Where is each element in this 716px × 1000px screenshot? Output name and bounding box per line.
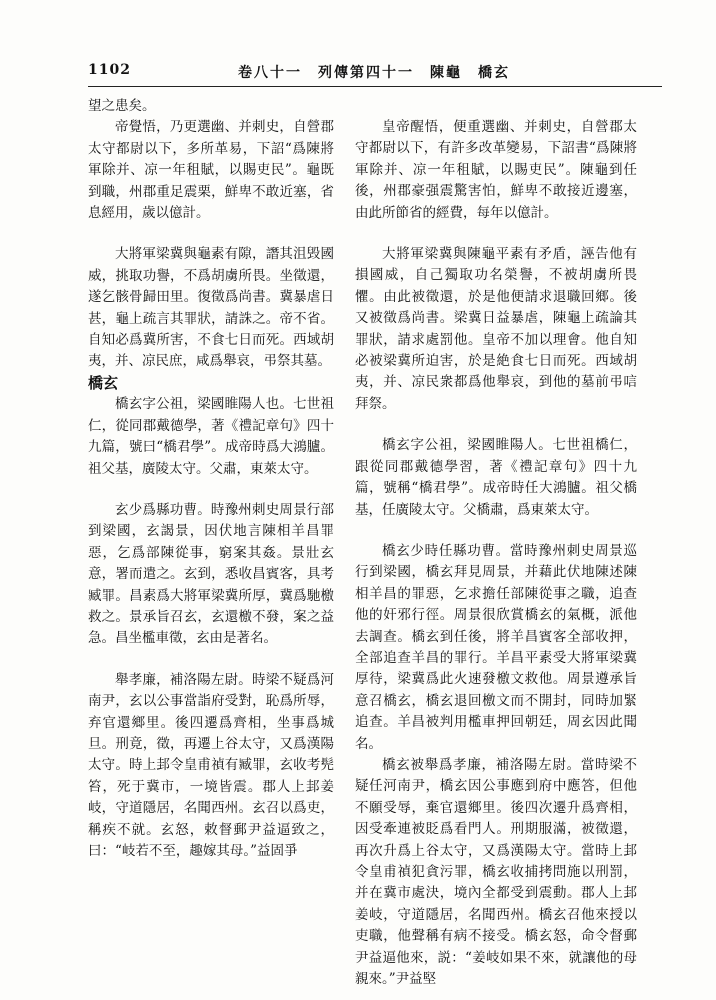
page-header [88,62,658,84]
paragraph: 橋玄被舉爲孝廉，補洛陽左尉。當時梁不疑任河南尹，橋玄因公事應到府中應答，但他不願受辱，棄官還鄉里。後四次遷升爲齊相，因受牽連被貶爲看門人。刑期服滿，被徵還，再次升爲上谷太守，又爲漢陽太守。當時上邽令皇甫禎犯貪污罪，橋玄收捕拷問施以刑罰，并在冀市處決，境內全都受到震動。郡人上邽姜岐，守道隱居，名聞西州。橋玄召他來授以吏職，他聲稱有病不接受。橋玄怒，命令督郵尹益逼他來，説：“姜岐如果不來，就讓他的母親來。”尹益堅 [355,756,637,988]
paragraph: 橋玄字公祖，梁國睢陽人。七世祖橋仁，跟從同郡戴德學習，著《禮記章句》四十九篇，號稱“橋君學”。成帝時任大鴻臚。祖父橋基，任廣陵太守。父橋肅，爲東萊太守。 [355,437,637,518]
paragraph: 皇帝醒悟，便重選幽、并刺史，自營郡太守都尉以下，有許多改革變易，下詔書“爲陳將軍除并、凉一年租賦，以賜吏民”。陳龜到任後，州郡豪强震驚害怕，鮮卑不敢接近邊塞，由此所節省的經費，每年以億計。 [355,119,637,221]
paragraph: 帝覺悟，乃更選幽、并刺史，自營郡太守都尉以下，多所革易，下詔“爲陳將軍除并、凉一年租賦，以賜吏民”。龜既到職，州郡重足震栗，鮮卑不敢近塞，省息經用，歲以億計。 [88,119,334,222]
paragraph: 玄少爲縣功曹。時豫州刺史周景行部到梁國，玄謁景，因伏地言陳相羊昌罪惡，乞爲部陳從事，窮案其姦。景壯玄意，署而遣之。玄到，悉收昌賓客，具考臧罪。昌素爲大將軍梁冀所厚，冀爲馳檄救之。景承旨召玄，玄還檄不發，案之益急。昌坐檻車徵，玄由是著名。 [88,501,334,647]
paragraph: 大將軍梁冀與龜素有隙，譖其沮毁國威，挑取功譽，不爲胡虜所畏。坐徵還，遂乞骸骨歸田里。復徵爲尚書。冀暴虐日甚，龜上疏言其罪狀，請誅之。帝不省。自知必爲冀所害，不食七日而死。西域胡夷，并、凉民庶，咸爲舉哀，弔祭其墓。 [88,246,334,370]
translation-column [355,96,637,990]
classical-text-column [88,96,334,862]
page-number: 1102 [88,62,131,78]
paragraph: 舉孝廉，補洛陽左尉。時梁不疑爲河南尹，玄以公事當詣府受對，恥爲所辱，弃官還鄉里。後四遷爲齊相，坐事爲城旦。刑竟，徵，再遷上谷太守，又爲漢陽太守。時上邽令皇甫禎有臧罪，玄收考髡笞，死于冀市，一境皆震。郡人上邽姜岐，守道隱居，名聞西州。玄召以爲吏，稱疾不就。玄怒，敕督郵尹益逼致之，曰：“岐若不至，趣嫁其母。”益固爭 [88,671,334,859]
header-rule [88,86,662,87]
section-title: 橋玄 [88,373,119,392]
running-title: 卷八十一 列傳第四十一 陳龜 橋玄 [238,65,510,81]
paragraph: 大將軍梁冀與陳龜平素有矛盾，誣告他有損國威，自己獨取功名榮譽，不被胡虜所畏懼。由此被徵還，於是他便請求退職回鄉。後又被徵爲尚書。梁冀日益暴虐，陳龜上疏論其罪狀，請求處罰他。皇帝不加以理會。他自知必被梁冀所迫害，於是絶食七日而死。西域胡夷，并、凉民衆都爲他舉哀，到他的墓前弔唁拜祭。 [355,246,637,412]
paragraph: 橋玄字公祖，梁國睢陽人也。七世祖仁，從同郡戴德學，著《禮記章句》四十九篇，號曰“橋君學”。成帝時爲大鴻臚。祖父基，廣陵太守。父肅，東萊太守。 [88,396,334,477]
paragraph: 橋玄少時任縣功曹。當時豫州刺史周景巡行到梁國，橋玄拜見周景，并藉此伏地陳述陳相羊昌的罪惡，乞求擔任部陳從事之職，追查他的奸邪行徑。周景很欣賞橋玄的氣概，派他去調查。橋玄到任後，將羊昌賓客全部收押，全部追查羊昌的罪行。羊昌平素受大將軍梁冀厚待，梁冀爲此火速發檄文救他。周景遵承旨意召橋玄，橋玄退回檄文而不開封，同時加緊追查。羊昌被判用檻車押回朝廷，周玄因此聞名。 [355,542,637,752]
paragraph: 望之患矣。 [88,98,156,114]
